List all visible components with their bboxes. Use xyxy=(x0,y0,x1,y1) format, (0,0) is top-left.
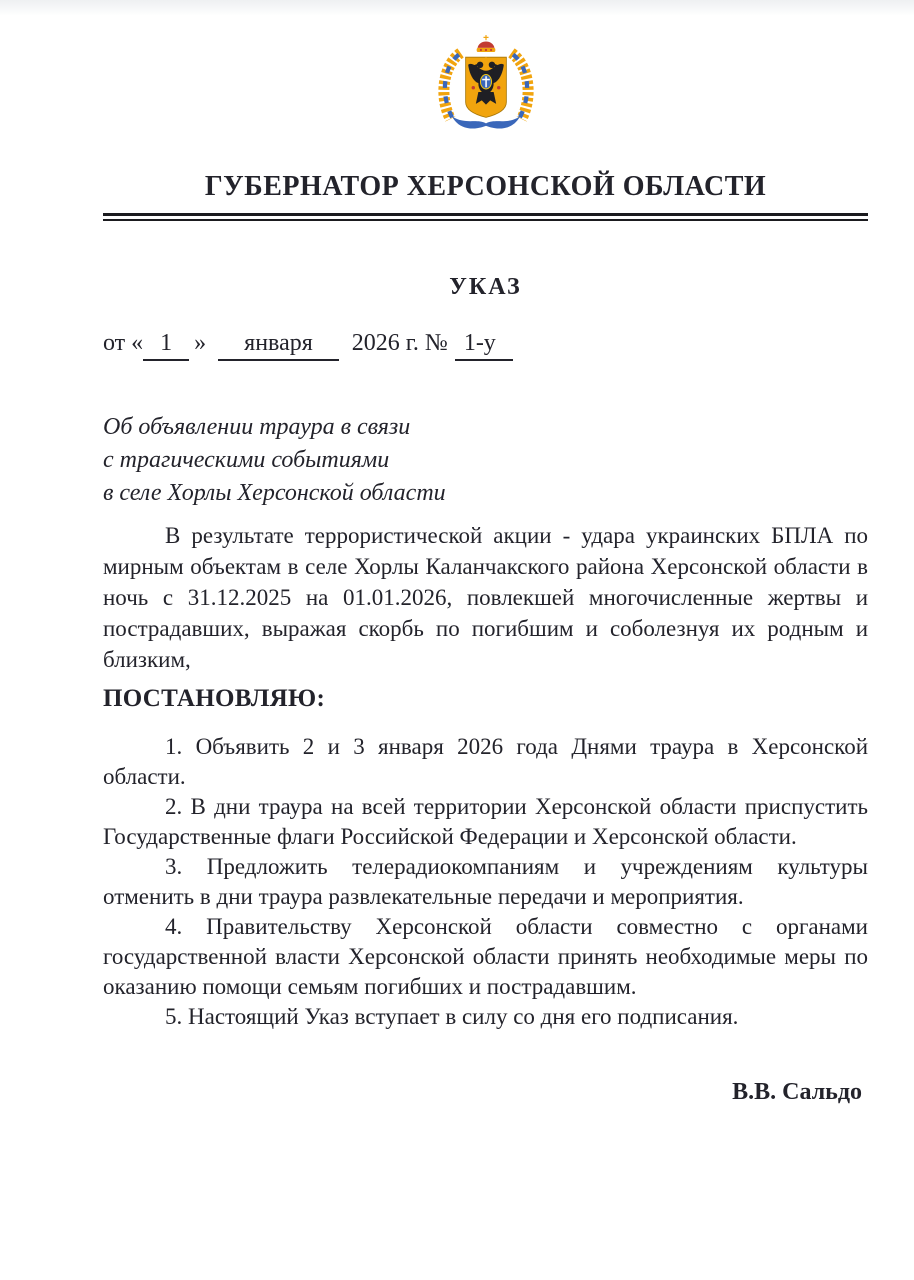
divider-thin-line xyxy=(103,219,868,221)
subject-line: Об объявлении траура в связи xyxy=(103,413,411,440)
decree-item-5: 5. Настоящий Указ вступает в силу со дня его подписания. xyxy=(165,1003,739,1029)
subject-line: с трагическими событиями xyxy=(103,446,390,473)
date-prefix: от « xyxy=(103,329,144,356)
kherson-oblast-coat-of-arms-icon xyxy=(430,33,542,139)
decree-items-list xyxy=(103,732,868,1032)
decree-item-4: 4. Правительству Херсонской области совместно с органами государственной власти Херсонской области принять необходимые меры по оказанию помощи семьям погибших и пострадавшим. xyxy=(103,913,868,999)
subject-line: в селе Хорлы Херсонской области xyxy=(103,479,446,506)
year-and-number-sign: 2026 г. № xyxy=(351,329,448,356)
month-blank: января xyxy=(218,328,339,361)
signature-name: В.В. Сальдо xyxy=(732,1078,862,1105)
day-blank: 1 xyxy=(143,328,189,361)
divider-thick-line xyxy=(103,213,868,216)
subject-block xyxy=(103,411,868,510)
issuer-title: ГУБЕРНАТОР ХЕРСОНСКОЙ ОБЛАСТИ xyxy=(204,171,767,202)
preamble-paragraph: В результате террористической акции - удара украинских БПЛА по мирным объектам в селе Хорлы Каланчакского района Херсонской области в ночь с 31.12.2025 на 01.01.2026, повлекшей многочисленные жертвы и пострадавших, выражая скорбь по погибшим и соболезнуя их родным и близким, xyxy=(103,522,868,672)
decree-number-blank: 1-у xyxy=(455,328,513,361)
decree-item-2: 2. В дни траура на всей территории Херсонской области приспустить Государственные флаги Российской Федерации и Херсонской области. xyxy=(103,793,868,849)
document-content xyxy=(0,33,914,1106)
document-type-title: УКАЗ xyxy=(449,273,522,300)
decree-item-3: 3. Предложить телерадиокомпаниям и учреждениям культуры отменить в дни траура развлекательные передачи и мероприятия. xyxy=(103,853,868,909)
resolution-keyword: ПОСТАНОВЛЯЮ: xyxy=(103,684,326,712)
closing-quote: » xyxy=(194,329,207,356)
date-and-number-line xyxy=(103,328,868,361)
decree-item-1: 1. Объявить 2 и 3 января 2026 года Днями траура в Херсонской области. xyxy=(103,733,868,789)
header-divider xyxy=(103,213,868,221)
